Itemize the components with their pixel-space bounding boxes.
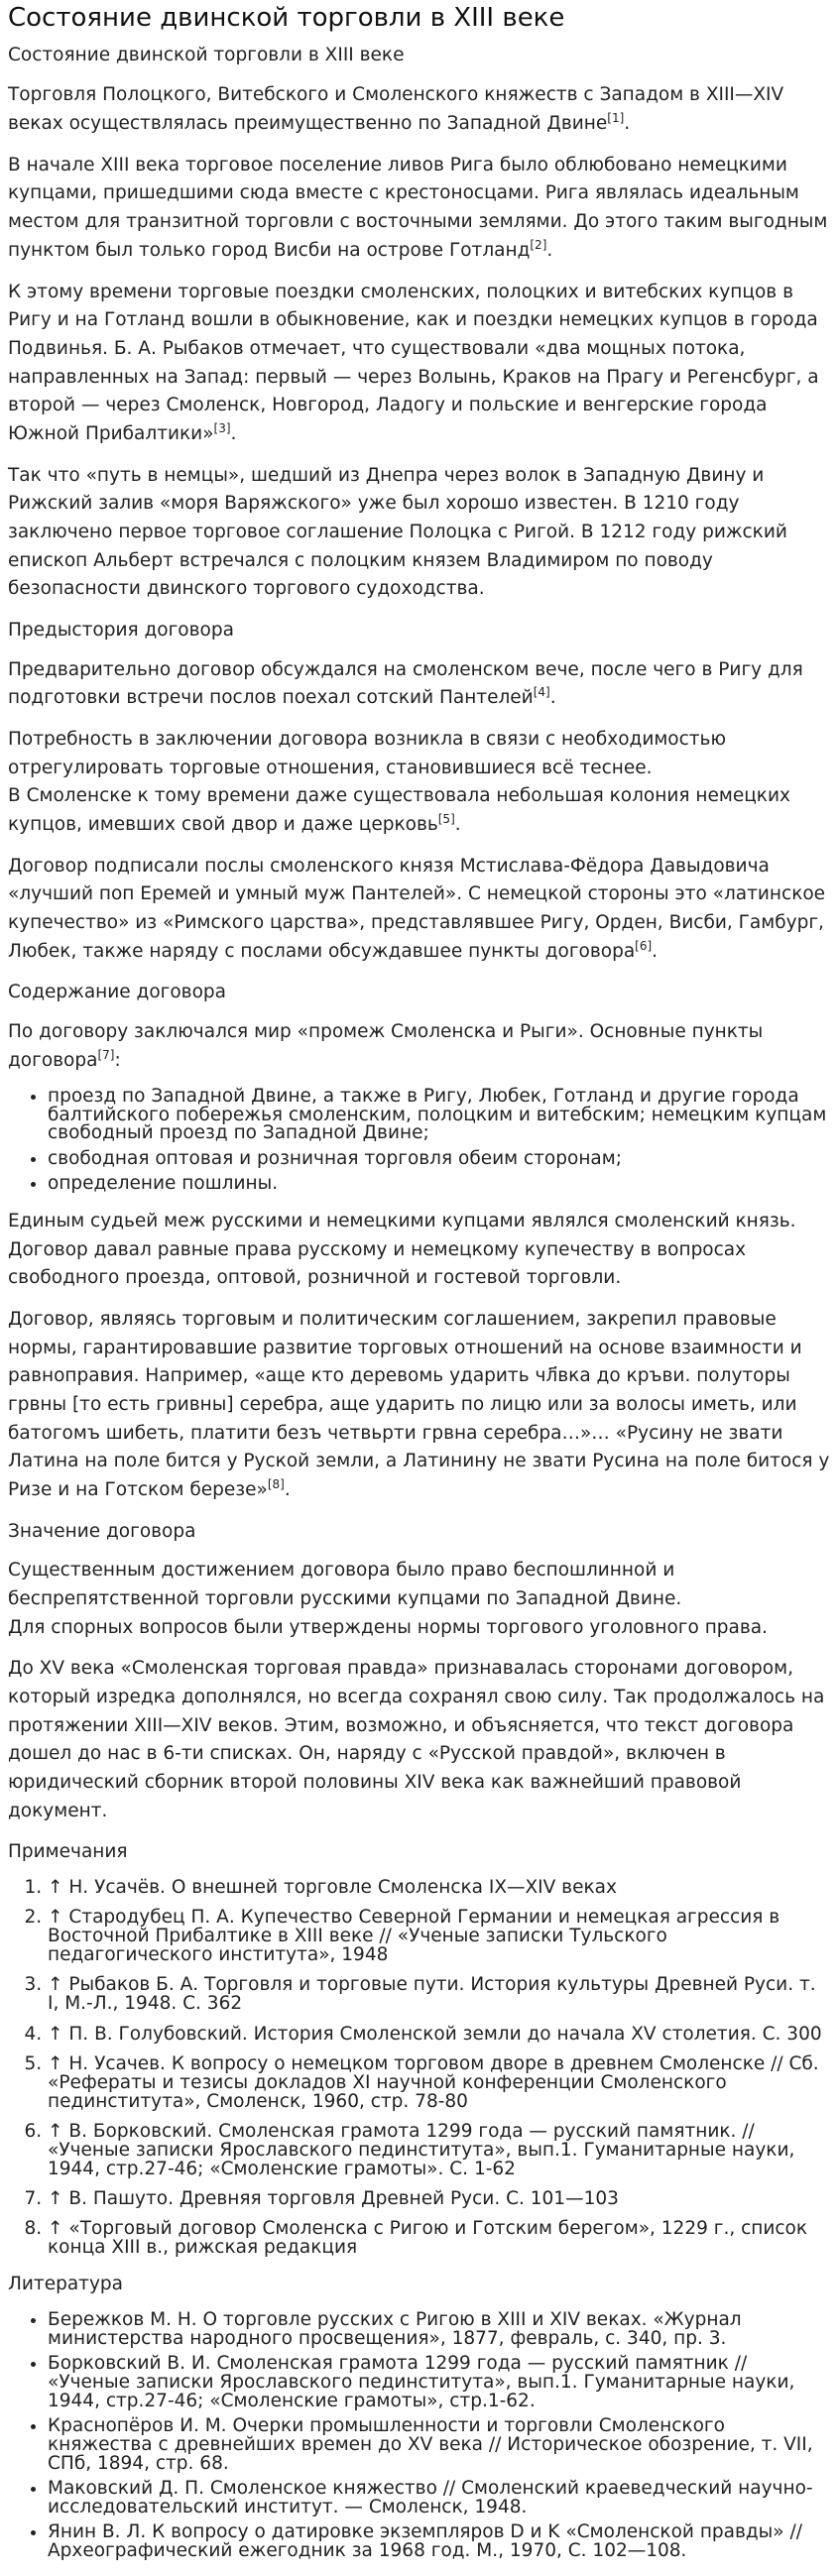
back-arrow-icon[interactable]: ↑ <box>48 2023 69 2045</box>
paragraph-text: Существенным достижением договора было право беспошлинной и беспрепятственной торговли русскими купцами по Западной Двине. <box>8 1560 682 1610</box>
back-arrow-icon[interactable]: ↑ <box>48 2187 69 2209</box>
intro-paragraph <box>8 152 832 266</box>
paragraph-text: Предварительно договор обсуждался на смоленском вече, после чего в Ригу для подготовки встречи послов поехал сотский Пантелей <box>8 658 803 709</box>
paragraph-text: До XV века «Смоленская торговая правда» признавалась сторонами договором, который изредка дополнялся, но всегда сохранял свою силу. Так продолжалось на протяжении XIII—XIV веков. Этим, возможно, и объясняется, что текст договора дошел до нас в 6-ти списках. Он, наряду с «Русской правдой», включен в юридический сборник второй половины XIV века как важнейший правовой документ. <box>8 1658 825 1821</box>
paragraph-text: Договор, являясь торговым и политическим соглашением, закрепил правовые нормы, гарантировавшие развитие торговых отношений на основе взаимности и равноправия. Например, «аще кто деревомь ударить чл҃вка до кръви. полуторы грвны [то есть гривны] серебра, аще ударить по лицю или за волосы иметь, или батогомъ шибеть, платити безъ четвьрти грвна серебра…»… «Русину не звати Латина на поле бится у Руской земли, а Латинину не звати Русина на поле битося у Ризе и на Готском березе» <box>8 1308 830 1500</box>
paragraph-text: Договор подписали послы смоленского князя Мстислава-Фёдора Давыдовича «лучший поп Еремей и умный муж Пантелей». С немецкой стороны это «латинское купечество» из «Римского царства», представлявшее Ригу, Орден, Висби, Гамбург, Любек, также наряду с послами обсуждавшее пункты договора <box>8 855 826 962</box>
page-title: Состояние двинской торговли в XIII веке <box>8 3 565 33</box>
intro-paragraph <box>8 81 832 138</box>
note-text: В. Борковский. Смоленская грамота 1299 года — русский памятник. // «Ученые записки Ярославского пединститута», вып.1. Гуманитарные науки, 1944, стр.27-46; «Смоленские грамоты». С. 1-62 <box>48 2120 795 2179</box>
note-item <box>48 2219 832 2257</box>
paragraph-tail: . <box>546 239 553 261</box>
treaty-point: • свободная оптовая и розничная торговля обеим сторонам; <box>48 1150 832 1169</box>
treaty-points-list <box>8 1088 832 1194</box>
significance-paragraph <box>8 1655 832 1825</box>
literature-list <box>8 2310 832 2561</box>
intro-paragraph <box>8 462 832 604</box>
note-item <box>48 2025 832 2044</box>
notes-list <box>8 1878 832 2257</box>
literature-item: • Бережков М. Н. О торговле русских с Ригою в XIII и XIV веках. «Журнал министерства народного просвещения», 1877, февраль, с. 340, пр. 3. <box>48 2310 832 2348</box>
paragraph-tail: . <box>454 814 461 835</box>
intro-section <box>8 81 832 603</box>
paragraph-tail: . <box>652 940 659 962</box>
content-lead <box>8 1018 832 1075</box>
heading-significance: Значение договора <box>8 1520 196 1542</box>
back-arrow-icon[interactable]: ↑ <box>48 1907 69 1929</box>
note-text: Н. Усачев. К вопросу о немецком торговом дворе в древнем Смоленске // Сб. «Рефераты и тезисы докладов XI научной конференции Смоленского пединститута», Смоленск, 1960, стр. 78-80 <box>48 2052 819 2112</box>
paragraph-tail: . <box>624 113 631 135</box>
paragraph-text: В начале XIII века торговое поселение ливов Рига было облюбовано немецкими купцами, пришедшими сюда вместе с крестоносцами. Рига являлась идеальным местом для транзитной торговли с восточными землями. До этого таким выгодным пунктом был только город Висби на острове Готланд <box>8 154 828 261</box>
significance-section <box>8 1557 832 1825</box>
page-subtitle: Состояние двинской торговли в XIII веке <box>8 44 405 65</box>
footnote-ref-link[interactable]: [3] <box>213 420 231 435</box>
literature-item: • Маковский Д. П. Смоленское княжество // Смоленский краеведческий научно-исследовательский институт. — Смоленск, 1948. <box>48 2479 832 2517</box>
prehistory-section <box>8 656 832 967</box>
literature-item: • Борковский В. И. Смоленская грамота 1299 года — русский памятник // «Ученые записки Ярославского пединститута», вып.1. Гуманитарные науки, 1944, стр.27-46; «Смоленские грамоты», стр.1-62. <box>48 2354 832 2410</box>
footnote-ref-link[interactable]: [8] <box>267 1476 285 1491</box>
prehistory-paragraph <box>8 656 832 713</box>
heading-literature: Литература <box>8 2273 123 2294</box>
note-item <box>48 2189 832 2208</box>
paragraph-text: Единым судьей меж русскими и немецкими купцами являлся смоленский князь. Договор давал равные права русскому и немецкому купечеству в вопросах свободного проезда, оптовой, розничной и гостевой торговли. <box>8 1210 796 1289</box>
paragraph-text: По договору заключался мир «промеж Смоленска и Рыги». Основные пункты договора <box>8 1021 764 1071</box>
content-lead-paragraph <box>8 1018 832 1075</box>
treaty-point: • проезд по Западной Двине, а также в Ригу, Любек, Готланд и другие города балтийского побережья смоленским, полоцким и витебским; немецким купцам свободный проезд по Западной Двине; <box>48 1088 832 1143</box>
footnote-ref-link[interactable]: [6] <box>635 938 653 953</box>
back-arrow-icon[interactable]: ↑ <box>48 1877 69 1899</box>
significance-paragraph <box>8 1557 832 1642</box>
content-paragraph <box>8 1306 832 1505</box>
content-section <box>8 1208 832 1505</box>
paragraph-text: Для спорных вопросов были утверждены нормы торгового уголовного права. <box>8 1616 768 1638</box>
footnote-ref-link[interactable]: [1] <box>607 110 625 125</box>
heading-prehistory: Предыстория договора <box>8 619 234 641</box>
note-item <box>48 2122 832 2178</box>
paragraph-tail: . <box>549 687 556 709</box>
paragraph-tail: : <box>114 1049 121 1071</box>
intro-paragraph <box>8 279 832 449</box>
footnote-ref-link[interactable]: [4] <box>533 685 550 700</box>
paragraph-tail: . <box>284 1479 291 1500</box>
note-text: В. Пашуто. Древняя торговля Древней Руси. С. 101—103 <box>68 2187 619 2209</box>
treaty-point: • определение пошлины. <box>48 1175 832 1194</box>
paragraph-text: К этому времени торговые поездки смоленских, полоцких и витебских купцов в Ригу и на Готланд вошли в обыкновение, как и поездки немецких купцов в города Подвинья. Б. А. Рыбаков отмечает, что существовали «два мощных потока, направленных на Запад: первый — через Волынь, Краков на Прагу и Регенсбург, а второй — через Смоленск, Новгород, Ладогу и польские и венгерские города Южной Прибалтики» <box>8 281 819 444</box>
note-text: Стародубец П. А. Купечество Северной Германии и немецкая агрессия в Восточной Прибалтике в XIII веке // «Ученые записки Тульского педагогического института», 1948 <box>48 1907 780 1966</box>
paragraph-text: Потребность в заключении договора возникла в связи с необходимостью отрегулировать торговые отношения, становившиеся всё теснее. <box>8 728 727 778</box>
footnote-ref-link[interactable]: [2] <box>530 237 547 252</box>
heading-notes: Примечания <box>8 1841 128 1863</box>
back-arrow-icon[interactable]: ↑ <box>48 2120 69 2142</box>
note-item <box>48 2054 832 2111</box>
note-text: Н. Усачёв. О внешней торговле Смоленска IX—XIV веках <box>68 1877 617 1899</box>
note-item <box>48 1878 832 1897</box>
note-text: «Торговый договор Смоленска с Ригою и Готским берегом», 1229 г., список конца XIII в., рижская редакция <box>48 2217 808 2258</box>
paragraph-text: В Смоленске к тому времени даже существовала небольшая колония немецких купцов, имевших свой двор и даже церковь <box>8 785 790 835</box>
note-item <box>48 1908 832 1964</box>
note-text: П. В. Голубовский. История Смоленской земли до начала XV столетия. С. 300 <box>68 2023 822 2045</box>
back-arrow-icon[interactable]: ↑ <box>48 2052 69 2074</box>
paragraph-tail: . <box>230 422 237 444</box>
literature-item: • Краснопёров И. М. Очерки промышленности и торговли Смоленского княжества с древнейших времен до XV века // Историческое обозрение, т. VII, СПб, 1894, стр. 68. <box>48 2416 832 2473</box>
paragraph-text: Так что «путь в немцы», шедший из Днепра через волок в Западную Двину и Рижский залив «моря Варяжского» уже был хорошо известен. В 1210 году заключено первое торговое соглашение Полоцка с Ригой. В 1212 году рижский епископ Альберт встречался с полоцким князем Владимиром по поводу безопасности двинского торгового судоходства. <box>8 464 787 600</box>
content-paragraph <box>8 1208 832 1293</box>
footnote-ref-link[interactable]: [5] <box>437 811 455 826</box>
literature-item: • Янин В. Л. К вопросу о датировке экземпляров D и K «Смоленской правды» // Археографический ежегодник за 1968 год. М., 1970, С. 102—108. <box>48 2522 832 2560</box>
back-arrow-icon[interactable]: ↑ <box>48 1974 69 1996</box>
prehistory-paragraph <box>8 726 832 840</box>
heading-content: Содержание договора <box>8 982 226 1003</box>
paragraph-text: Торговля Полоцкого, Витебского и Смоленского княжеств с Западом в XIII—XIV веках осуществлялась преимущественно по Западной Двине <box>8 84 784 135</box>
footnote-ref-link[interactable]: [7] <box>97 1047 115 1062</box>
note-text: Рыбаков Б. А. Торговля и торговые пути. История культуры Древней Руси. т. I, М.-Л., 1948. С. 362 <box>48 1974 816 2015</box>
prehistory-paragraph <box>8 853 832 967</box>
back-arrow-icon[interactable]: ↑ <box>48 2217 69 2239</box>
note-item <box>48 1975 832 2013</box>
